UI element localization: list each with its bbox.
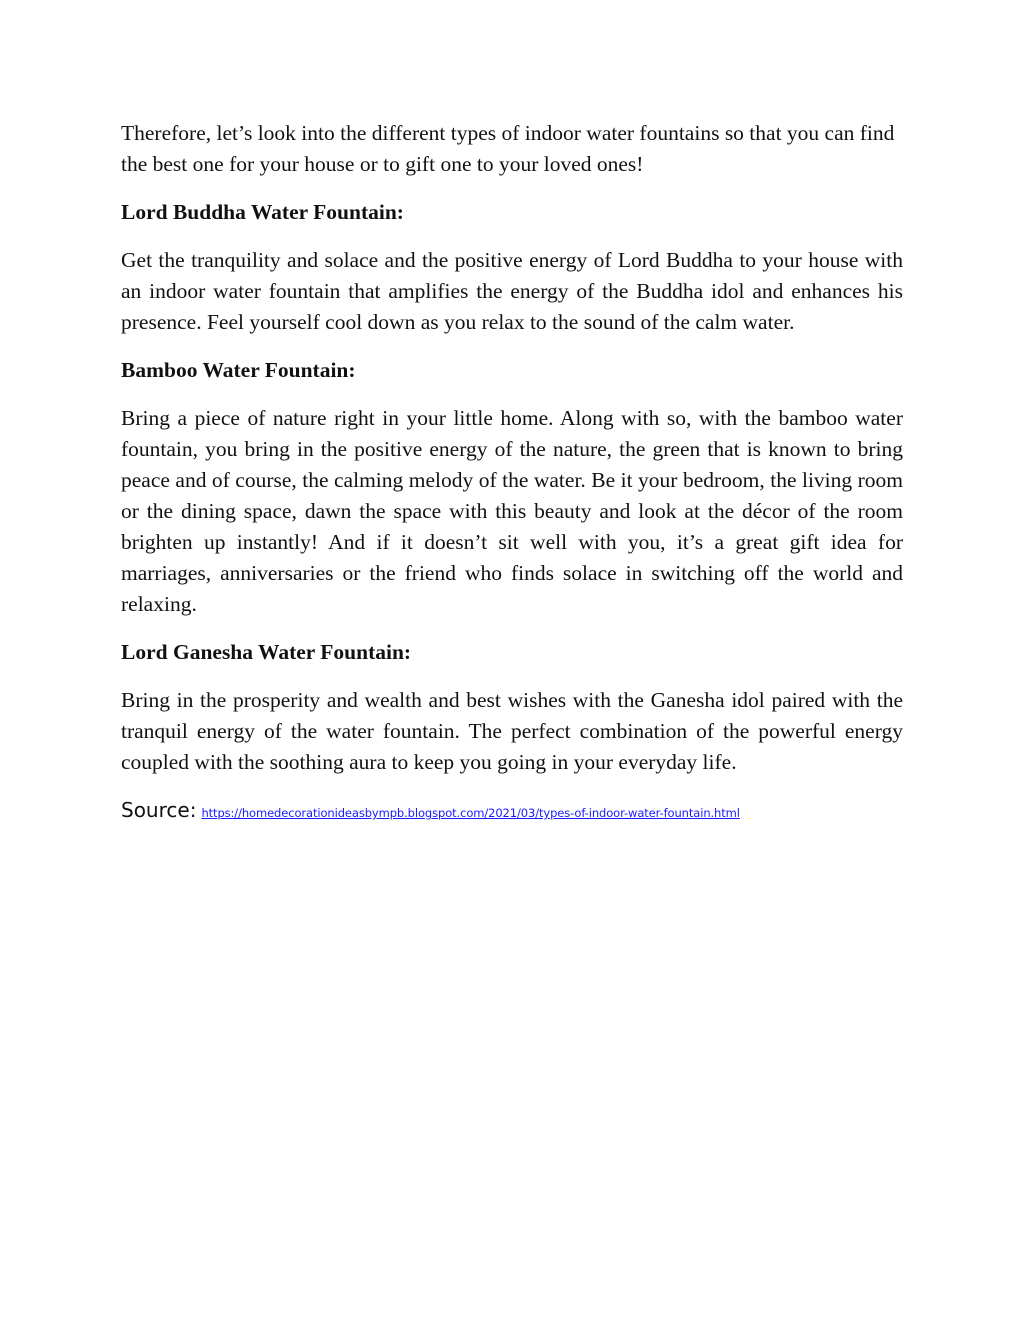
intro-paragraph: Therefore, let’s look into the different types of indoor water fountains so that you can find the best one for your house or to gift one to your loved ones!: [121, 121, 895, 176]
section-heading: Bamboo Water Fountain:: [121, 358, 356, 382]
section-heading: Lord Buddha Water Fountain:: [121, 200, 404, 224]
section-body: Bring in the prosperity and wealth and best wishes with the Ganesha idol paired with the tranquil energy of the water fountain. The perfect combination of the powerful energy coupled with the soothing aura to keep you going in your everyday life.: [121, 688, 903, 774]
section-lord-buddha: [121, 197, 903, 338]
source-label: Source:: [121, 798, 197, 822]
section-lord-ganesha: [121, 637, 903, 778]
section-body: Get the tranquility and solace and the positive energy of Lord Buddha to your house with an indoor water fountain that amplifies the energy of the Buddha idol and enhances his presence. Feel yourself cool down as you relax to the sound of the calm water.: [121, 248, 903, 334]
section-bamboo: [121, 355, 903, 620]
section-heading: Lord Ganesha Water Fountain:: [121, 640, 412, 664]
source-line: [121, 795, 903, 828]
document-page: [121, 118, 903, 828]
section-body: Bring a piece of nature right in your little home. Along with so, with the bamboo water fountain, you bring in the positive energy of the nature, the green that is known to bring peace and of course, the calming melody of the water. Be it your bedroom, the living room or the dining space, dawn the space with this beauty and look at the décor of the room brighten up instantly! And if it doesn’t sit well with you, it’s a great gift idea for marriages, anniversaries or the friend who finds solace in switching off the world and relaxing.: [121, 406, 903, 616]
source-link[interactable]: https://homedecorationideasbympb.blogspot.com/2021/03/types-of-indoor-water-fountain.html: [201, 806, 740, 820]
